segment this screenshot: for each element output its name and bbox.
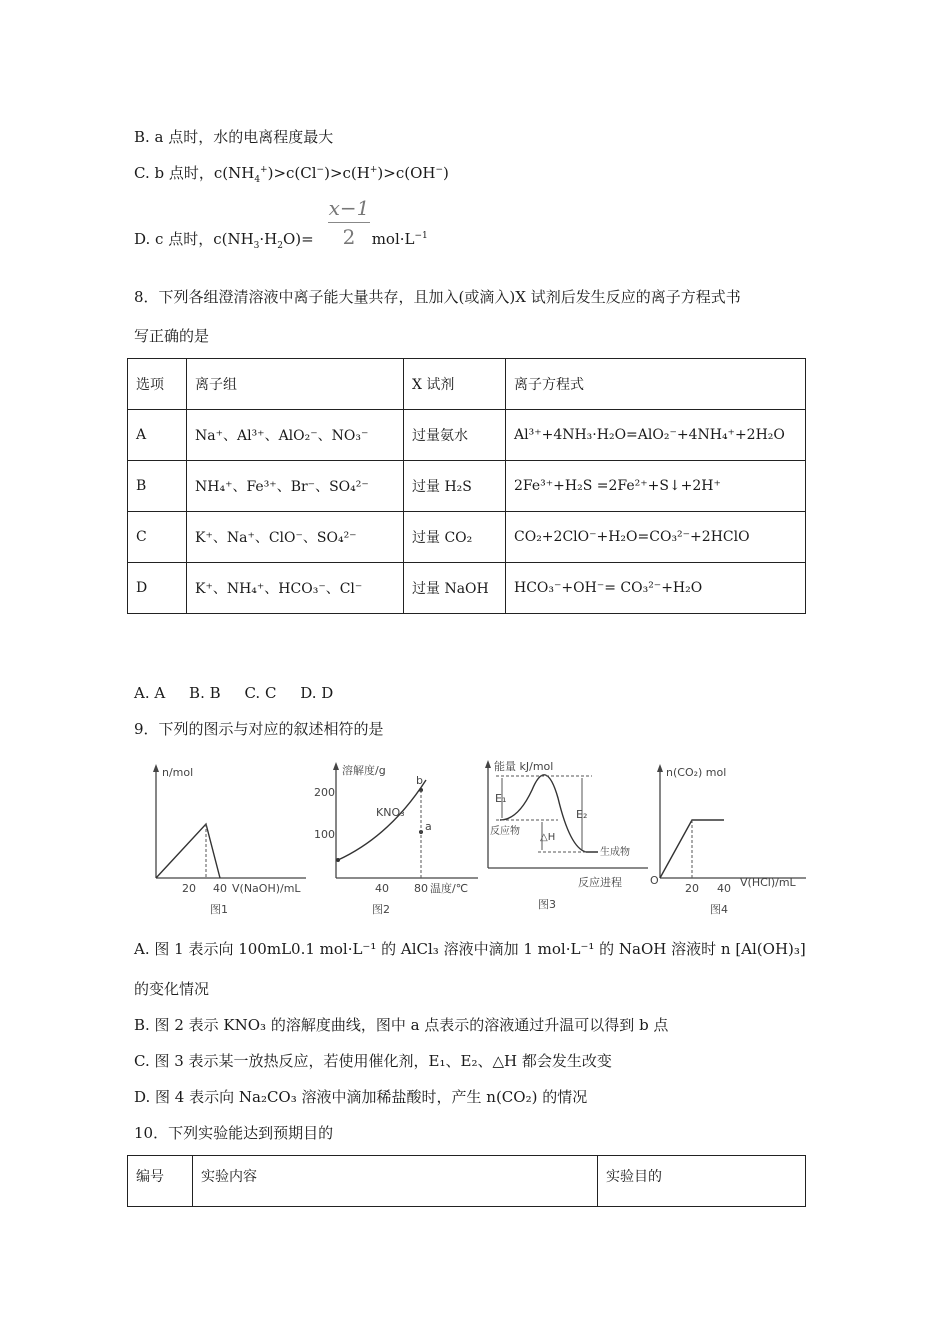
header-equation: 离子方程式 [506,359,806,410]
q9-option-a-line2: 的变化情况 [134,980,210,998]
fig3-caption: 图3 [538,898,556,911]
fig3-e1: E₁ [495,792,507,805]
fig2-xtick: 80 [414,882,428,895]
fig4-ylabel: n(CO₂) mol [666,766,727,779]
fig4-xlabel: V(HCl)/mL [740,876,796,889]
q8-table-row [128,461,806,512]
fig3-e2: E₂ [576,808,588,821]
fig1-xlabel: V(NaOH)/mL [232,882,301,895]
fig3-xlabel: 反应进程 [578,876,622,889]
fig1-caption: 图1 [210,903,228,916]
fig2-xlabel: 温度/℃ [430,882,469,895]
header-option: 选项 [128,359,187,410]
fig2-ylabel: 溶解度/g [342,764,386,777]
q8-stem-line2: 写正确的是 [134,327,210,345]
header-purpose: 实验目的 [598,1156,806,1207]
fig1-tick: 20 [182,882,196,895]
row-option: B [128,461,187,512]
q10-stem: 10．下列实验能达到预期目的 [134,1124,334,1142]
q8-table-row [128,563,806,614]
header-reagent: X 试剂 [404,359,506,410]
fig3-dh: △H [540,832,556,843]
fig3-product: 生成物 [600,847,630,858]
q7-option-d: D. c 点时，$c(NH_3\cdot H_2O)= mol\cdot L^{-1}$ [134,230,428,251]
header-content: 实验内容 [193,1156,598,1207]
q9-option-b: B. 图 2 表示 KNO₃ 的溶解度曲线，图中 a 点表示的溶液通过升温可以得到 b 点 [134,1016,669,1034]
fig4-tick: 20 [685,882,699,895]
row-reagent: 过量氨水 [404,410,506,461]
row-equation: CO₂+2ClO⁻+H₂O=CO₃²⁻+2HClO [506,512,806,563]
row-option: C [128,512,187,563]
q7-option-c: C. b 点时，$c(NH_4^+)>c(Cl^-)>c(H^+)>c(OH^-)$ [134,164,449,185]
q8-answer-choices: A. A B. B C. C D. D [134,684,334,702]
row-reagent: 过量 NaOH [404,563,506,614]
figure-1 [138,758,308,918]
row-ions: K⁺、Na⁺、ClO⁻、SO₄²⁻ [187,512,404,563]
fig2-xtick: 40 [375,882,389,895]
fig2-point-a: a [425,820,432,833]
figure-4 [648,758,808,918]
row-ions: K⁺、NH₄⁺、HCO₃⁻、Cl⁻ [187,563,404,614]
row-ions: Na⁺、Al³⁺、AlO₂⁻、NO₃⁻ [187,410,404,461]
row-equation: HCO₃⁻+OH⁻= CO₃²⁻+H₂O [506,563,806,614]
q9-option-d: D. 图 4 表示向 Na₂CO₃ 溶液中滴加稀盐酸时，产生 n(CO₂) 的情况 [134,1088,588,1106]
row-ions: NH₄⁺、Fe³⁺、Br⁻、SO₄²⁻ [187,461,404,512]
fig2-curve-label: KNO₃ [376,806,405,819]
q7-option-b: B. a 点时，水的电离程度最大 [134,128,334,146]
header-number: 编号 [128,1156,193,1207]
q8-table-row [128,410,806,461]
q10-table [127,1155,806,1207]
fig2-caption: 图2 [372,903,390,916]
fig4-origin: O [650,874,659,887]
fig4-tick: 40 [717,882,731,895]
header-ions: 离子组 [187,359,404,410]
fig4-caption: 图4 [710,903,728,916]
q8-table [127,358,806,614]
row-option: A [128,410,187,461]
q10-table-header [128,1156,806,1207]
q8-table-header [128,359,806,410]
fig2-point-b: b [416,774,423,787]
row-equation: 2Fe³⁺+H₂S =2Fe²⁺+S↓+2H⁺ [506,461,806,512]
q8-stem-line1: 8．下列各组澄清溶液中离子能大量共存，且加入(或滴入)X 试剂后发生反应的离子方程式书 [134,288,741,306]
fig3-reactant: 反应物 [490,826,520,837]
figure-3 [482,758,652,918]
q8-table-row [128,512,806,563]
fig1-tick: 40 [213,882,227,895]
row-reagent: 过量 CO₂ [404,512,506,563]
row-option: D [128,563,187,614]
fig2-ytick: 200 [314,786,335,799]
row-equation: Al³⁺+4NH₃·H₂O=AlO₂⁻+4NH₄⁺+2H₂O [506,410,806,461]
fig1-ylabel: n/mol [162,766,194,779]
q9-option-c: C. 图 3 表示某一放热反应，若使用催化剂，E₁、E₂、△H 都会发生改变 [134,1052,612,1070]
row-reagent: 过量 H₂S [404,461,506,512]
figure-2 [310,758,480,918]
q9-stem: 9．下列的图示与对应的叙述相符的是 [134,720,384,738]
q9-option-a-line1: A. 图 1 表示向 100mL0.1 mol·L⁻¹ 的 AlCl₃ 溶液中滴加 1 mol·L⁻¹ 的 NaOH 溶液时 n [Al(OH)₃] [134,940,806,958]
fig3-ylabel: 能量 kJ/mol [494,760,554,773]
fraction-x-minus-1-over-2: $\frac{x-1}{2}$ [328,196,370,249]
fig2-ytick: 100 [314,828,335,841]
